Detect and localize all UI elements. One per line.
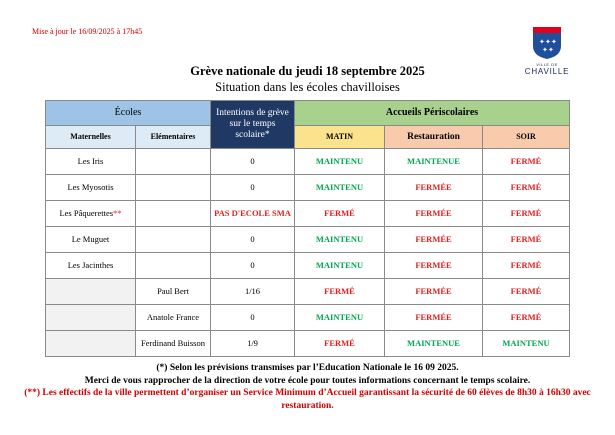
page-title: Grève nationale du jeudi 18 septembre 2025 [190,64,425,78]
intention-cell: 0 [211,227,295,253]
elementaire-cell [136,175,211,201]
intention-cell: PAS D'ECOLE SMA [211,201,295,227]
last-updated-text: Mise à jour le 16/09/2025 à 17h45 [32,27,143,36]
table-row [46,253,570,279]
soir-status-cell: FERMÉ [483,149,570,175]
logo-city-name: CHAVILLE [524,67,570,76]
maternelle-cell [46,331,136,357]
intention-cell: 0 [211,253,295,279]
restauration-status-cell: FERMÉE [385,201,483,227]
maternelle-name: Les Myosotis [67,181,114,192]
strike-status-table [45,100,570,357]
footnotes [0,362,615,412]
intention-cell: 0 [211,175,295,201]
soir-status-cell: FERMÉ [483,201,570,227]
maternelle-name: Les Pâquerettes [59,207,114,218]
maternelle-name: Le Muguet [71,233,110,244]
soir-status-cell: FERMÉ [483,175,570,201]
elementaire-cell: Paul Bert [136,279,211,305]
maternelle-cell [46,279,136,305]
soir-status-cell: FERMÉ [483,227,570,253]
footnote-education-nationale: (*) Selon les prévisions transmises par l’Education Nationale le 16 09 2025. [156,363,459,373]
footnote-contact-school: Merci de vous rapprocher de la direction de votre école pour toutes informations concernant le temps scolaire. [84,375,531,386]
restauration-status-cell: FERMÉE [385,279,483,305]
page-subtitle: Situation dans les écoles chavilloises [215,80,400,94]
table-row [46,227,570,253]
footnote-marker: ** [113,207,122,218]
elementaire-cell [136,149,211,175]
restauration-status-cell: FERMÉE [385,305,483,331]
restauration-status-cell: FERMÉE [385,227,483,253]
header-ecoles: Écoles [46,101,211,126]
maternelle-name: Les Iris [77,155,104,166]
header-soir: SOIR [483,126,570,149]
maternelle-cell [46,253,136,279]
svg-text:✦: ✦ [551,38,557,46]
soir-status-cell: FERMÉ [483,253,570,279]
matin-status-cell: FERMÉ [295,201,385,227]
restauration-status-cell: FERMÉE [385,175,483,201]
soir-status-cell: FERMÉ [483,279,570,305]
header-intentions: Intentions de grève sur le temps scolaire* [211,101,295,149]
logo-sub-text: VILLE DE [536,62,558,67]
intention-cell: 0 [211,149,295,175]
table-row [46,175,570,201]
table-row [46,331,570,357]
city-shield-icon [532,26,562,60]
restauration-status-cell: MAINTENUE [385,149,483,175]
svg-text:✦: ✦ [539,38,545,46]
table-row [46,305,570,331]
matin-status-cell: MAINTENU [295,175,385,201]
maternelle-cell [46,305,136,331]
restauration-status-cell: MAINTENUE [385,331,483,357]
matin-status-cell: MAINTENU [295,253,385,279]
footnote-service-minimum: (**) Les effectifs de la ville permettent d’organiser un Service Minimum d’Accueil garantissant la sécurité de 60 élèves de 8h30 à 16h30 avec restauration. [24,388,591,411]
maternelle-cell [46,175,136,201]
elementaire-cell [136,201,211,227]
matin-status-cell: MAINTENU [295,227,385,253]
matin-status-cell: MAINTENU [295,305,385,331]
table-row [46,201,570,227]
matin-status-cell: MAINTENU [295,149,385,175]
elementaire-cell: Ferdinand Buisson [136,331,211,357]
svg-text:✦: ✦ [545,38,551,46]
elementaire-cell: Anatole France [136,305,211,331]
header-matin: MATIN [295,126,385,149]
maternelle-cell [46,227,136,253]
table-row [46,149,570,175]
maternelle-name: Les Jacinthes [67,259,114,270]
header-maternelles: Maternelles [46,126,136,149]
maternelle-cell [46,201,136,227]
intention-cell: 1/16 [211,279,295,305]
soir-status-cell: MAINTENU [483,331,570,357]
restauration-status-cell: FERMÉE [385,253,483,279]
matin-status-cell: FERMÉ [295,279,385,305]
intention-cell: 0 [211,305,295,331]
header-accueils-periscolaires: Accueils Périscolaires [295,101,570,126]
elementaire-cell [136,227,211,253]
elementaire-cell [136,253,211,279]
header-elementaires: Elémentaires [136,126,211,149]
intention-cell: 1/9 [211,331,295,357]
table-row [46,279,570,305]
soir-status-cell: FERMÉ [483,305,570,331]
svg-text:✦: ✦ [548,46,554,54]
matin-status-cell: FERMÉ [295,331,385,357]
svg-text:✦: ✦ [542,46,548,54]
header-restauration: Restauration [385,126,483,149]
maternelle-cell [46,149,136,175]
